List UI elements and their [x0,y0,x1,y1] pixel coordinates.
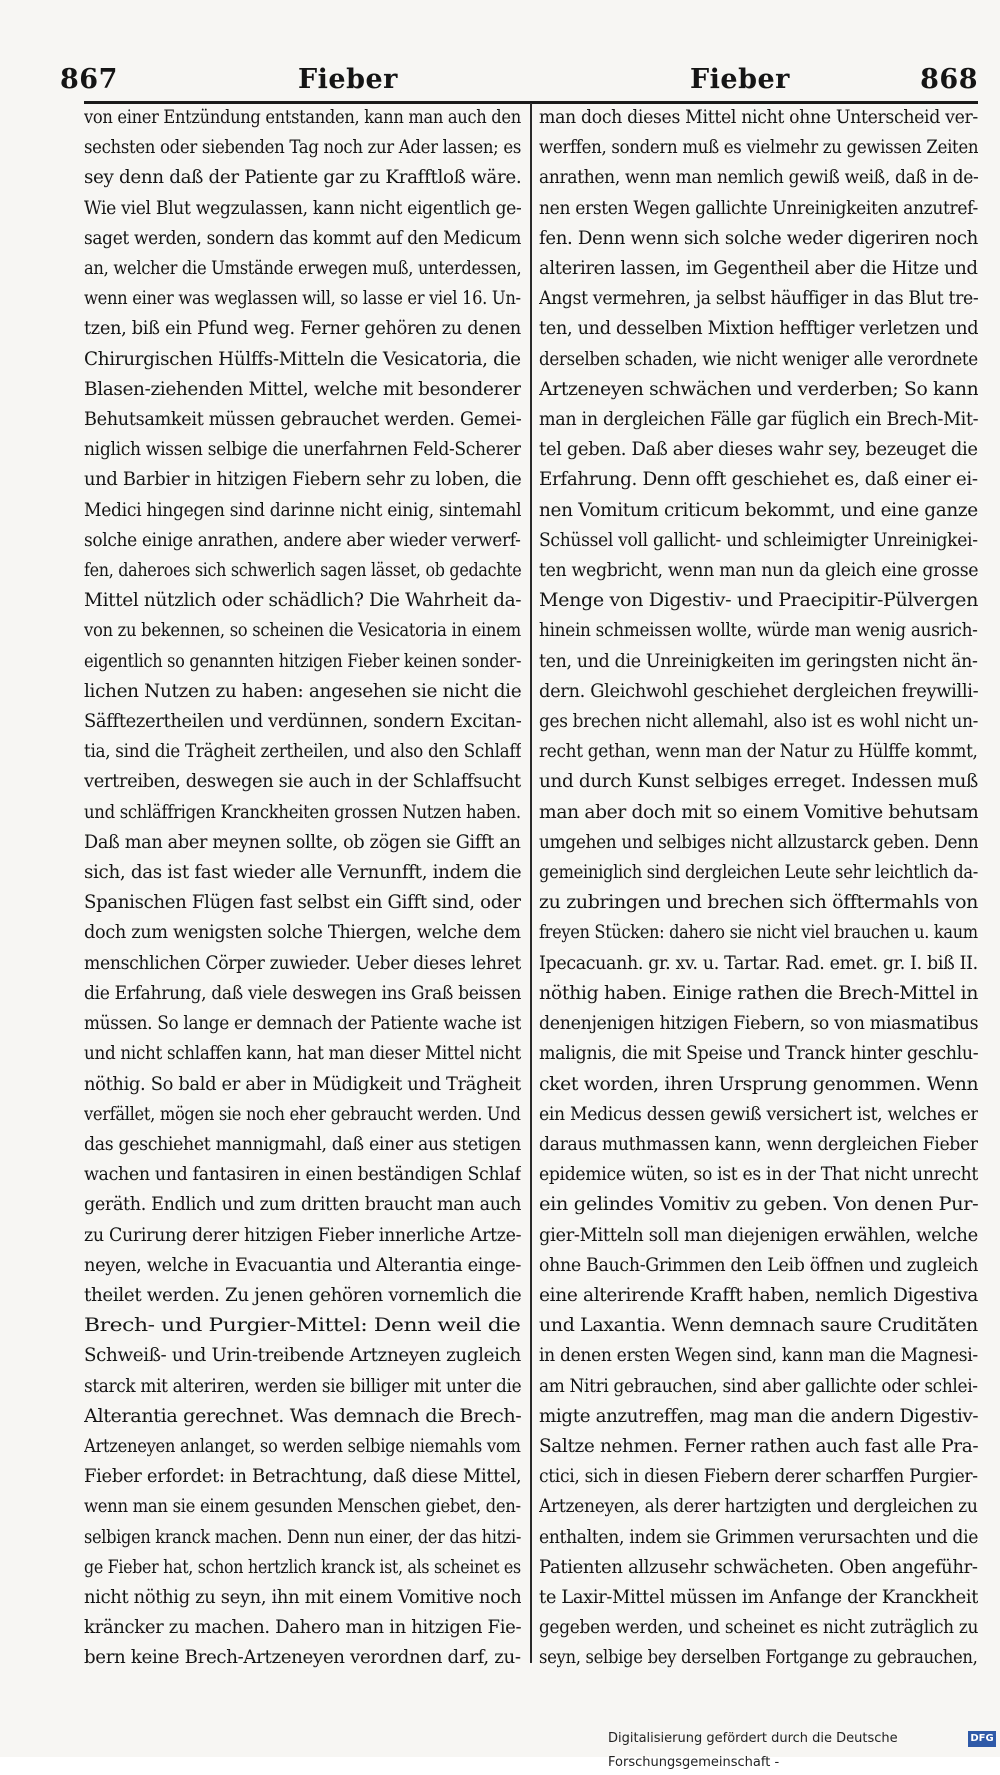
text-line: Saltze nehmen. Ferner rathen auch fast alle Pra- [539,1435,978,1457]
text-line: starck mit alteriren, werden sie billiger mit unter die [84,1375,521,1397]
running-title-left: Fieber [298,64,398,95]
text-line: saget werden, sondern das kommt auf den Medicum [84,227,521,249]
text-line: freyen Stücken: dahero sie nicht viel brauchen u. kaum [539,922,978,944]
text-line: lichen Nutzen zu haben: angesehen sie nicht die [84,680,521,702]
text-line: ctici, sich in diesen Fiebern derer scharffen Purgier- [539,1466,978,1488]
text-line: malignis, die mit Speise und Tranck hinter geschlu- [539,1043,978,1065]
text-line: gier-Mitteln soll man diejenigen erwählen, welche [539,1224,978,1246]
text-line: Ipecacuanh. gr. xv. u. Tartar. Rad. emet. gr. I. biß II. [539,952,978,974]
text-line: fen, daheroes sich schwerlich sagen lässet, ob gedachte [84,560,521,582]
text-line: am Nitri gebrauchen, sind aber gallichte oder schlei- [539,1375,978,1397]
text-line: eigentlich so genannten hitzigen Fieber keinen sonder- [84,650,521,672]
text-line: sey denn daß der Patiente gar zu Krafftloß wäre. [84,167,521,189]
text-column-right [539,103,978,1668]
text-line: von zu bekennen, so scheinen die Vesicatoria in einem [84,620,521,642]
digitization-credit: Digitalisierung gefördert durch die Deutsche Forschungsgemeinschaft - [608,1731,898,1770]
text-line: wenn man sie einem gesunden Menschen giebet, den- [84,1496,521,1518]
text-column-left [84,103,521,1668]
text-line: zu zubringen und brechen sich öfftermahls von [539,892,978,914]
text-line: man in dergleichen Fälle gar füglich ein Brech-Mit- [539,409,978,431]
text-line: bern keine Brech-Artzeneyen verordnen darf, zu- [84,1647,521,1668]
text-line: Brech- und Purgier-Mittel: Denn weil die [84,1315,521,1337]
text-line: nöthig. So bald er aber in Müdigkeit und Trägheit [84,1073,521,1095]
text-line: geräth. Endlich und zum dritten braucht man auch [84,1194,521,1216]
text-line: seyn, selbige bey derselben Fortgange zu gebrauchen, [539,1647,978,1668]
text-line: müssen. So lange er demnach der Patiente wache ist [84,1013,521,1035]
page-number-right: 868 [920,64,978,95]
text-line: und durch Kunst selbiges erreget. Indessen muß [539,771,978,793]
text-line: man aber doch mit so einem Vomitive behutsam [539,801,978,823]
text-line: die Erfahrung, daß viele deswegen ins Graß beissen [84,982,521,1004]
text-line: hinein schmeissen wollte, würde man wenig ausrich- [539,620,978,642]
text-line: Spanischen Flügen fast selbst ein Gifft sind, oder [84,892,521,914]
text-line: an, welcher die Umstände erwegen muß, unterdessen, [84,258,521,280]
text-line: Angst vermehren, ja selbst häuffiger in das Blut tre- [539,288,978,310]
text-line: kräncker zu machen. Dahero man in hitzigen Fie- [84,1617,521,1639]
text-line: Daß man aber meynen sollte, ob zögen sie Gifft an [84,831,521,853]
text-line: Fieber erfordet: in Betrachtung, daß diese Mittel, [84,1466,521,1488]
text-line: Erfahrung. Denn offt geschiehet es, daß einer ei- [539,469,978,491]
text-line: nen Vomitum criticum bekommt, und eine ganze [539,499,978,521]
text-line: wachen und fantasiren in einen beständigen Schlaf [84,1164,521,1186]
text-line: ein Medicus dessen gewiß versichert ist, welches er [539,1103,978,1125]
text-line: ten, und desselben Mixtion hefftiger verletzen und [539,318,978,340]
text-line: dern. Gleichwohl geschiehet dergleichen freywilli- [539,680,978,702]
text-line: recht gethan, wenn man der Natur zu Hülffe kommt, [539,741,978,763]
text-line: nen ersten Wegen gallichte Unreinigkeiten anzutref- [539,197,978,219]
text-line: alteriren lassen, im Gegentheil aber die Hitze und [539,258,978,280]
text-line: Säfftezertheilen und verdünnen, sondern Excitan- [84,711,521,733]
text-line: Menge von Digestiv- und Praecipitir-Pülvergen [539,590,978,612]
text-line: niglich wissen selbige die unerfahrnen Feld-Scherer [84,439,521,461]
text-line: neyen, welche in Evacuantia und Alterantia einge- [84,1254,521,1276]
text-line: Schüssel voll gallicht- und schleimigter Unreinigkei- [539,529,978,551]
dfg-logo: DFG [968,1731,996,1747]
text-line: man doch dieses Mittel nicht ohne Unterscheid ver- [539,107,978,128]
text-line: und Laxantia. Wenn demnach saure Crudităten [539,1315,978,1337]
text-line: migte anzutreffen, mag man die andern Digestiv- [539,1405,978,1427]
column-separator-rule [530,103,532,1663]
text-line: ges brechen nicht allemahl, also ist es wohl nicht un- [539,711,978,733]
text-line: Alterantia gerechnet. Was demnach die Brech- [84,1405,521,1427]
text-line: te Laxir-Mittel müssen im Anfange der Kranckheit [539,1586,978,1608]
text-line: verfället, mögen sie noch eher gebraucht werden. Und [84,1103,521,1125]
page-number-left: 867 [60,64,118,95]
text-line: denenjenigen hitzigen Fiebern, so von miasmatibus [539,1013,978,1035]
text-line: tel geben. Daß aber dieses wahr sey, bezeuget die [539,439,978,461]
text-line: menschlichen Cörper zuwieder. Ueber dieses lehret [84,952,521,974]
text-line: Wie viel Blut wegzulassen, kann nicht eigentlich ge- [84,197,521,219]
text-line: und schläffrigen Kranckheiten grossen Nutzen haben. [84,801,521,823]
text-line: in denen ersten Wegen sind, kann man die Magnesi- [539,1345,978,1367]
text-line: cket worden, ihren Ursprung genommen. Wenn [539,1073,978,1095]
text-line: Patienten allzusehr schwächeten. Oben angeführ- [539,1556,978,1578]
text-line: Chirurgischen Hülffs-Mitteln die Vesicatoria, die [84,348,521,370]
text-line: wenn einer was weglassen will, so lasse er viel 16. Un- [84,288,521,310]
text-line: werffen, sondern muß es vielmehr zu gewissen Zeiten [539,137,978,159]
text-line: tzen, biß ein Pfund weg. Ferner gehören zu denen [84,318,521,340]
text-line: und Barbier in hitzigen Fiebern sehr zu loben, die [84,469,521,491]
text-line: Artzeneyen, als derer hartzigten und dergleichen zu [539,1496,978,1518]
text-line: sechsten oder siebenden Tag noch zur Ader lassen; es [84,137,521,159]
running-title-right: Fieber [690,64,790,95]
text-line: vertreiben, deswegen sie auch in der Schlaffsucht [84,771,521,793]
text-line: ein gelindes Vomitiv zu geben. Von denen Pur- [539,1194,978,1216]
text-line: ohne Bauch-Grimmen den Leib öffnen und zugleich [539,1254,978,1276]
text-line: derselben schaden, wie nicht weniger alle verordnete [539,348,978,370]
text-line: ge Fieber hat, schon hertzlich kranck ist, als scheinet es [84,1556,521,1578]
text-line: gemeiniglich sind dergleichen Leute sehr leichtlich da- [539,862,978,884]
text-line: anrathen, wenn man nemlich gewiß weiß, daß in de- [539,167,978,189]
text-line: enthalten, indem sie Grimmen verursachten und die [539,1526,978,1548]
text-line: und nicht schlaffen kann, hat man dieser Mittel nicht [84,1043,521,1065]
text-line: Mittel nützlich oder schädlich? Die Wahrheit da- [84,590,521,612]
text-line: ten wegbricht, wenn man nun da gleich eine grosse [539,560,978,582]
text-line: Artzeneyen schwächen und verderben; So kann [539,378,978,400]
text-line: umgehen und selbiges nicht allzustarck geben. Denn [539,831,978,853]
text-line: sich, das ist fast wieder alle Vernunfft, indem die [84,862,521,884]
text-line: gegeben werden, und scheinet es nicht zuträglich zu [539,1617,978,1639]
text-line: daraus muthmassen kann, wenn dergleichen Fieber [539,1133,978,1155]
text-line: nöthig haben. Einige rathen die Brech-Mittel in [539,982,978,1004]
text-line: Behutsamkeit müssen gebrauchet werden. Gemei- [84,409,521,431]
text-line: Medici hingegen sind darinne nicht einig, sintemahl [84,499,521,521]
text-line: nicht nöthig zu seyn, ihn mit einem Vomitive noch [84,1586,521,1608]
text-line: doch zum wenigsten solche Thiergen, welche dem [84,922,521,944]
text-line: selbigen kranck machen. Denn nun einer, der das hitzi- [84,1526,521,1548]
text-line: Schweiß- und Urin-treibende Artzneyen zugleich [84,1345,521,1367]
text-line: Blasen-ziehenden Mittel, welche mit besonderer [84,378,521,400]
text-line: tia, sind die Trägheit zertheilen, und also den Schlaff [84,741,521,763]
text-line: von einer Entzündung entstanden, kann man auch den [84,107,521,128]
text-line: das geschiehet mannigmahl, daß einer aus stetigen [84,1133,521,1155]
text-line: Artzeneyen anlanget, so werden selbige niemahls vom [84,1435,521,1457]
text-line: epidemice wüten, so ist es in der That nicht unrecht [539,1164,978,1186]
text-line: zu Curirung derer hitzigen Fieber innerliche Artze- [84,1224,521,1246]
text-line: eine alterirende Krafft haben, nemlich Digestiva [539,1284,978,1306]
text-line: ten, und die Unreinigkeiten im geringsten nicht än- [539,650,978,672]
page-header [60,60,978,100]
text-line: solche einige anrathen, andere aber wieder verwerf- [84,529,521,551]
text-line: theilet werden. Zu jenen gehören vornemlich die [84,1284,521,1306]
text-line: fen. Denn wenn sich solche weder digeriren noch [539,227,978,249]
